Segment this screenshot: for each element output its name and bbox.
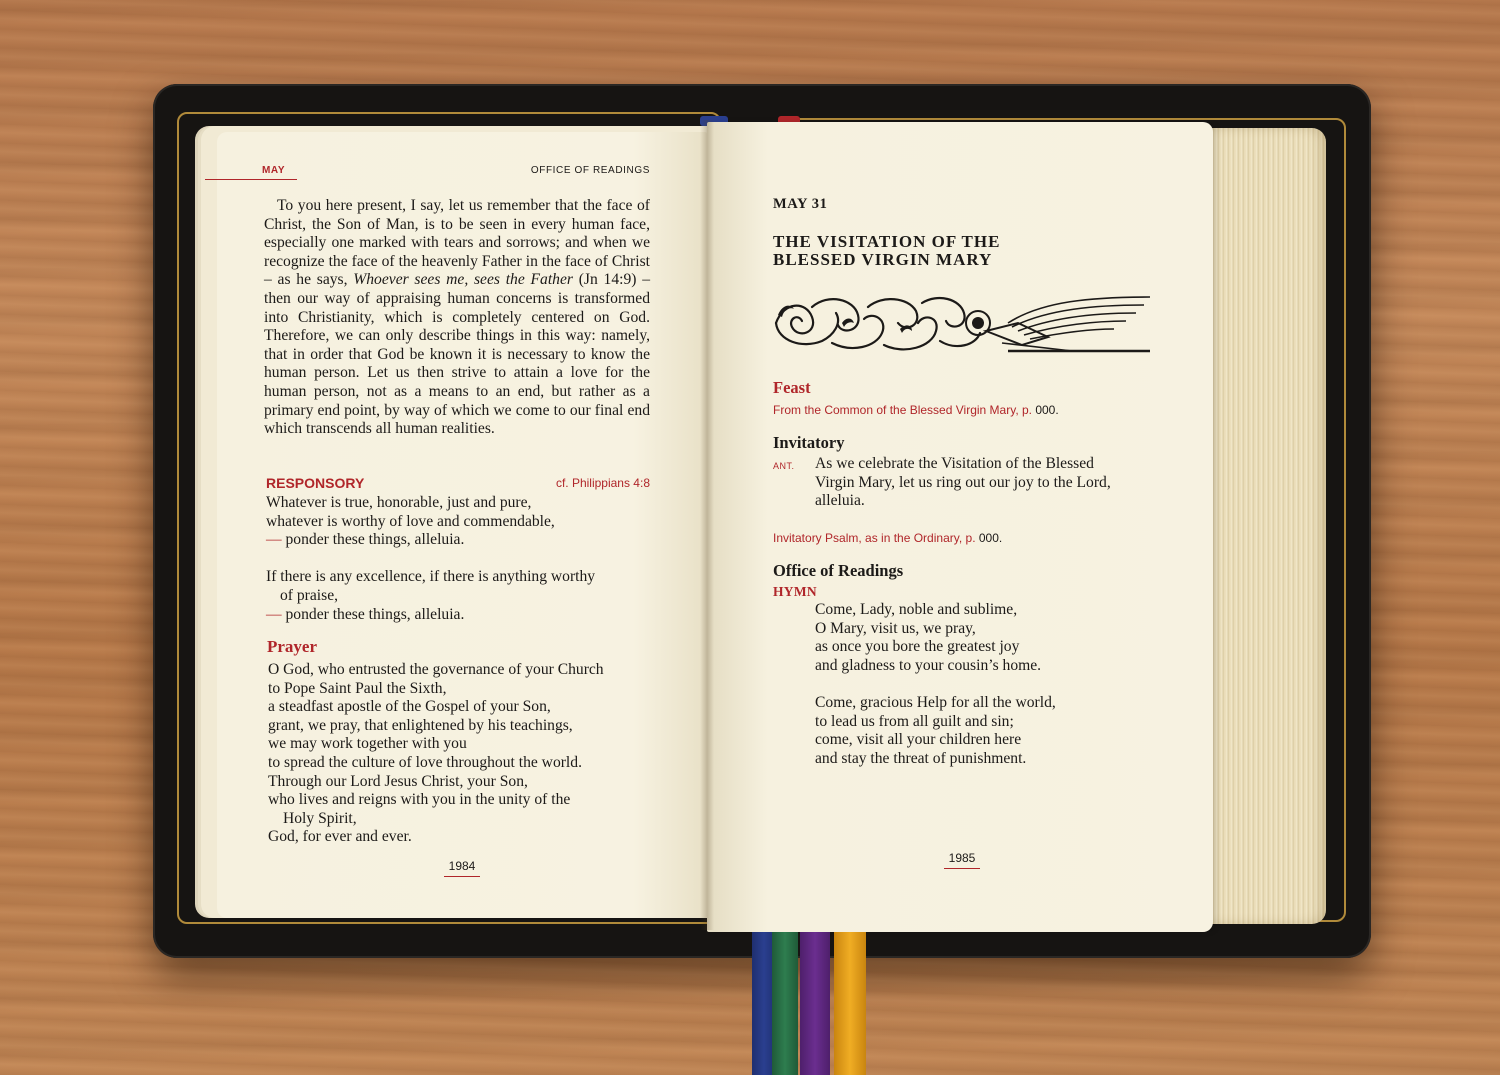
header-rule <box>205 179 297 180</box>
hymn-text: Come, Lady, noble and sublime, O Mary, visit us, we pray, as once you bore the greatest joy and gladness to your cousin’s home. Come, gracious Help for all the world, to lead us from all guilt and sin; come, visit all your children here and stay the threat of punishment. <box>815 601 1056 767</box>
feast-rubric: From the Common of the Blessed Virgin Mary, p. 000. <box>773 403 1059 417</box>
responsory-heading <box>266 475 650 493</box>
response-dash: — <box>266 605 282 623</box>
office-of-readings-label: Office of Readings <box>773 561 904 580</box>
feast-date: MAY 31 <box>773 196 828 212</box>
prayer-heading: Prayer <box>267 637 318 656</box>
response-dash: — <box>266 531 282 549</box>
responsory-label: RESPONSORY <box>266 475 365 491</box>
page-number-right: 1985 <box>944 851 980 869</box>
book-gutter <box>700 120 714 930</box>
header-month: MAY <box>262 165 286 176</box>
responsory-reference: cf. Philippians 4:8 <box>555 476 650 490</box>
antiphon-label: ANT. <box>773 461 795 471</box>
psalm-rubric: Invitatory Psalm, as in the Ordinary, p. 000. <box>773 531 1003 545</box>
antiphon-text: As we celebrate the Visitation of the Blessed Virgin Mary, let us ring out our joy to the Lord, alleluia. <box>815 455 1111 510</box>
prayer-text: O God, who entrusted the governance of your Church to Pope Saint Paul the Sixth, a steadfast apostle of the Gospel of your Son, grant, we pray, that enlightened by his teachings, we may work together with you to spread the culture of love throughout the world. Through our Lord Jesus Christ, your Son, who lives and reigns with you in the unity of the Holy Spirit, God, for ever and ever. <box>268 661 604 846</box>
ribbon-gold[interactable] <box>834 932 866 1075</box>
reading-paragraph: To you here present, I say, let us remember that the face of Christ, the Son of Man, is to be seen in every human face, especially one marked with tears and sorrows; and when we recognize the face of the heavenly Father in the face of Christ – as he says, Whoever sees me, sees the Father (Jn 14:9) – then our way of appraising human concerns is transformed into Christianity, which is completely centered on God. Therefore, we can only describe things in this way: namely, that in order that God be known it is necessary to know the human person. Let us then strive to attain a love for the human person, not as a means to an end, but rather as a primary end point, by way of which we come to our final end which transcends all human realities. <box>264 197 651 438</box>
invitatory-label: Invitatory <box>773 433 845 452</box>
running-header-left <box>205 162 650 180</box>
feast-title: THE VISITATION OF THE BLESSED VIRGIN MARY <box>773 232 1001 269</box>
page-number-left: 1984 <box>444 859 480 877</box>
angel-clouds-engraving <box>772 293 1152 355</box>
hymn-label: HYMN <box>773 584 817 599</box>
header-section: OFFICE OF READINGS <box>530 165 650 176</box>
ribbon-green[interactable] <box>772 932 798 1075</box>
ribbon-purple[interactable] <box>800 932 830 1075</box>
scripture-quote: Whoever sees me, sees the Father <box>353 271 573 289</box>
responsory-text: Whatever is true, honorable, just and pure, whatever is worthy of love and commendable, — ponder these things, alleluia. If there is any excellence, if there is anything worthy of praise, — ponder these things, alleluia. <box>266 494 596 623</box>
feast-label: Feast <box>773 378 811 397</box>
